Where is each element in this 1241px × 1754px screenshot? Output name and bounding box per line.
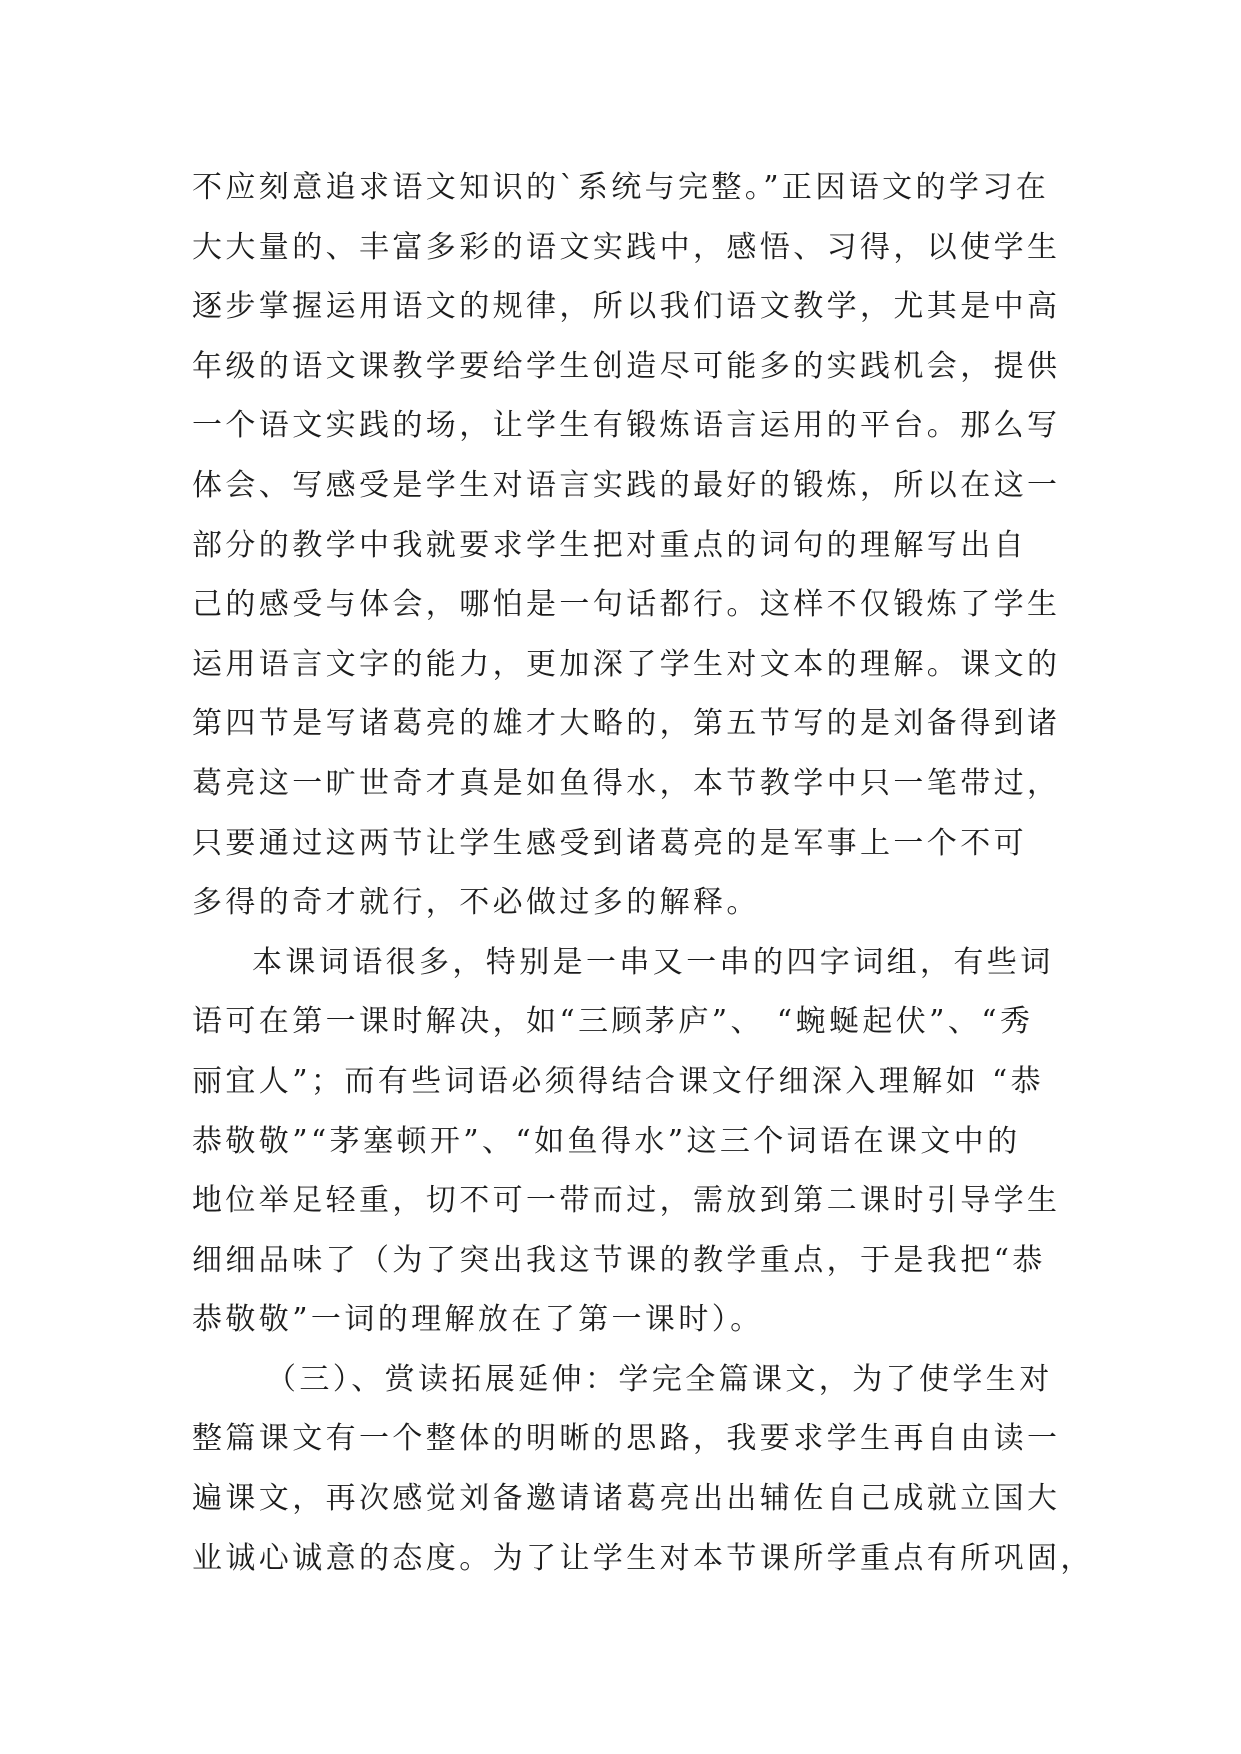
text-line: 恭敬敬”一词的理解放在了第一课时）。 <box>192 1302 764 1338</box>
text-line: 丽宜人”；而有些词语必须得结合课文仔细深入理解如 “恭 <box>192 1063 1045 1099</box>
text-line: 一个语文实践的场，让学生有锻炼语言运用的平台。那么写 <box>192 408 1061 444</box>
text-line: 语可在第一课时解决，如“三顾茅庐”、 “蜿蜒起伏”、“秀 <box>192 1004 1034 1040</box>
text-line: 葛亮这一旷世奇才真是如鱼得水，本节教学中只一笔带过， <box>192 765 1061 801</box>
text-line: 运用语言文字的能力，更加深了学生对文本的理解。课文的 <box>192 646 1061 682</box>
text-line: 只要通过这两节让学生感受到诸葛亮的是军事上一个不可 <box>192 825 1027 861</box>
text-line: 第四节是写诸葛亮的雄才大略的，第五节写的是刘备得到诸 <box>192 706 1061 742</box>
text-line: 年级的语文课教学要给学生创造尽可能多的实践机会，提供 <box>192 348 1061 384</box>
text-line: 不应刻意追求语文知识的`系统与完整。”正因语文的学习在 <box>192 170 1050 205</box>
text-line: （三）、赏读拓展延伸：学完全篇课文，为了使学生对 <box>266 1361 1053 1397</box>
text-line: 大大量的、丰富多彩的语文实践中，感悟、习得，以使学生 <box>192 229 1061 265</box>
text-line: 业诚心诚意的态度。为了让学生对本节课所学重点有所巩固， <box>192 1540 1094 1576</box>
text-line: 本课词语很多，特别是一串又一串的四字词组，有些词 <box>252 944 1054 980</box>
text-line: 地位举足轻重，切不可一带而过，需放到第二课时引导学生 <box>192 1183 1061 1219</box>
text-line: 遍课文，再次感觉刘备邀请诸葛亮出出辅佐自己成就立国大 <box>192 1481 1061 1517</box>
document-body <box>192 158 1094 1588</box>
text-line: 恭敬敬”“茅塞顿开”、“如鱼得水”这三个词语在课文中的 <box>192 1123 1021 1159</box>
text-line: 己的感受与体会，哪怕是一句话都行。这样不仅锻炼了学生 <box>192 587 1061 623</box>
text-line: 逐步掌握运用语文的规律，所以我们语文教学，尤其是中高 <box>192 289 1061 325</box>
text-line: 整篇课文有一个整体的明晰的思路，我要求学生再自由读一 <box>192 1421 1061 1457</box>
text-line: 体会、写感受是学生对语言实践的最好的锻炼，所以在这一 <box>192 467 1061 503</box>
text-line: 多得的奇才就行，不必做过多的解释。 <box>192 885 760 921</box>
text-line: 细细品味了（为了突出我这节课的教学重点，于是我把“恭 <box>192 1242 1046 1278</box>
text-line: 部分的教学中我就要求学生把对重点的词句的理解写出自 <box>192 527 1027 563</box>
